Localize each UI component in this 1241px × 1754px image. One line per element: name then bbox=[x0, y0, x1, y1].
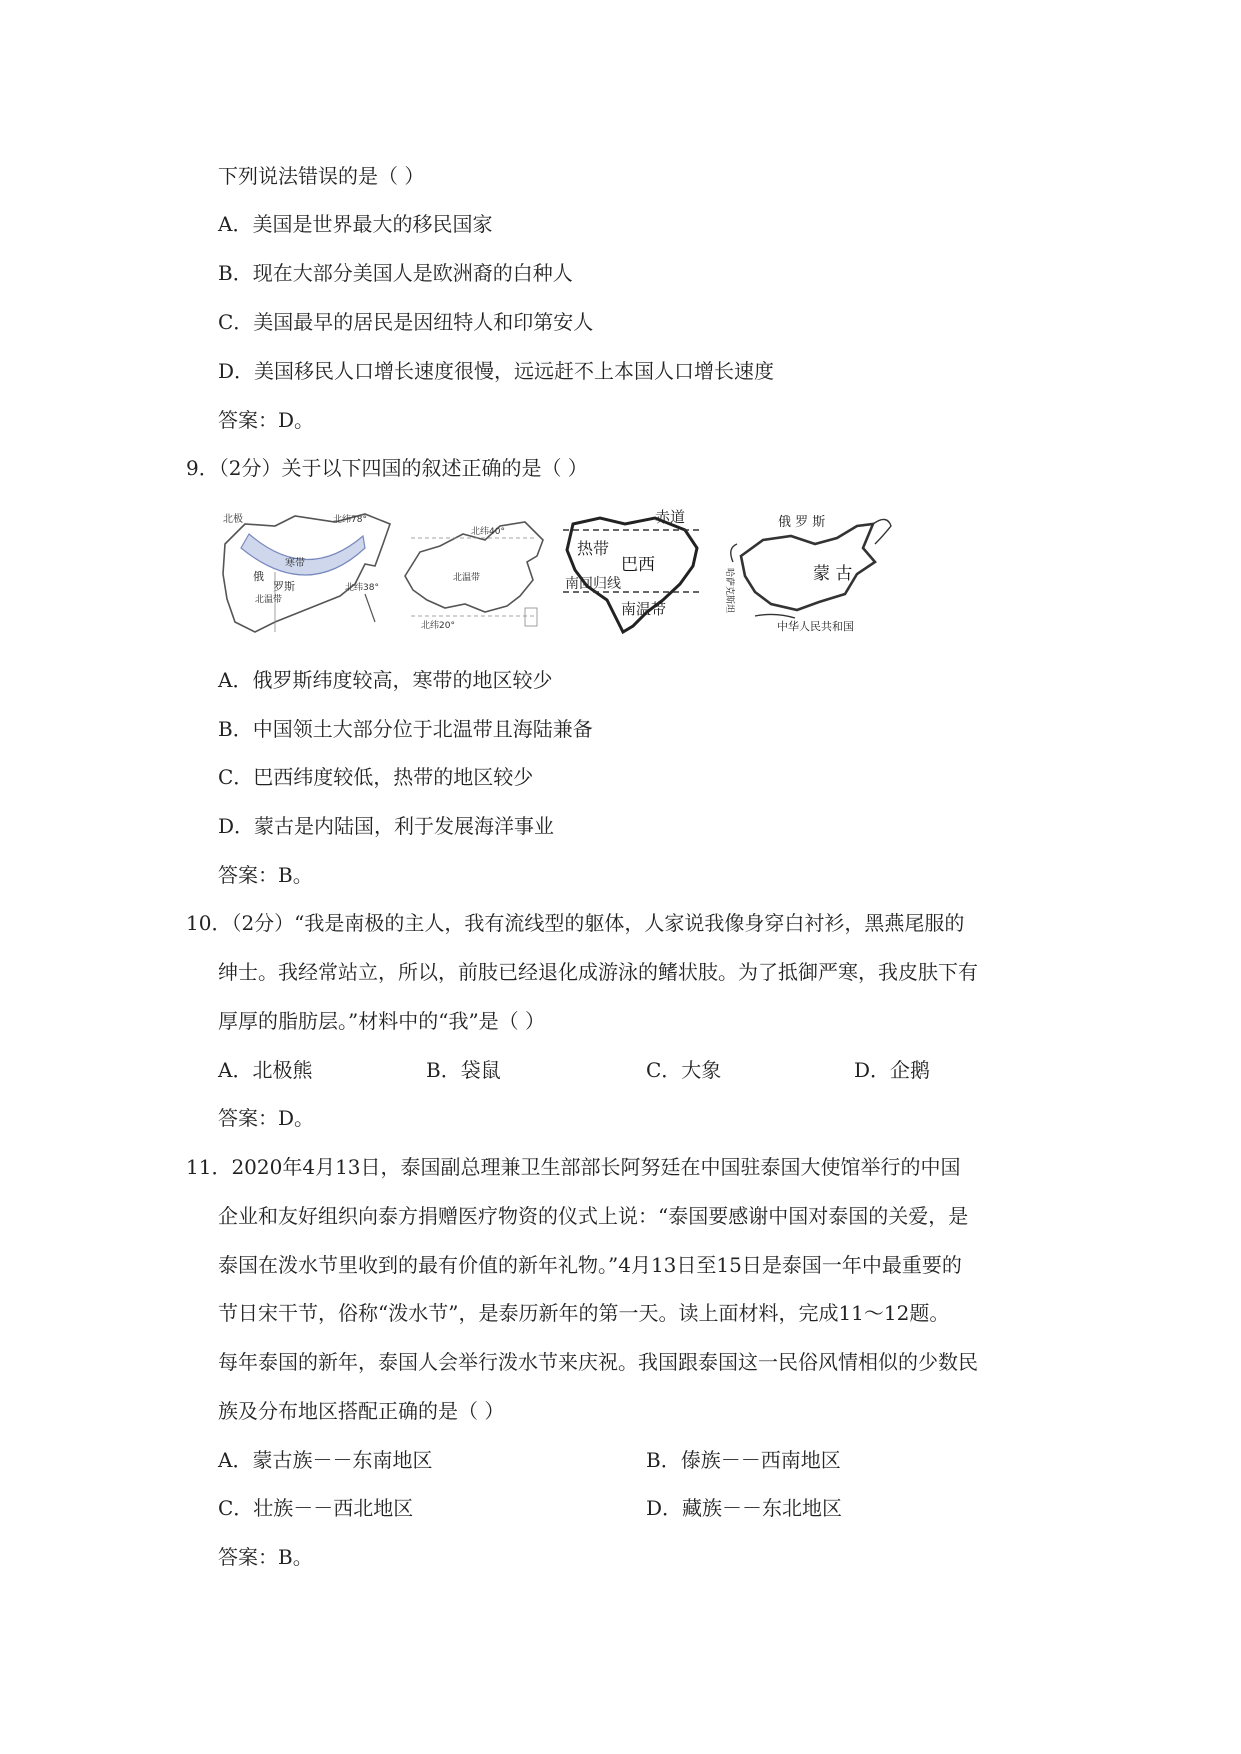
q11-option-d: D．藏族－－东北地区 bbox=[646, 1496, 843, 1520]
q10-option-d: D．企鹅 bbox=[854, 1058, 931, 1082]
q8-option-b: B．现在大部分美国人是欧洲裔的白种人 bbox=[218, 261, 573, 285]
brazil-map bbox=[563, 508, 701, 632]
brazil-tropic-label: 热带 bbox=[577, 539, 610, 558]
q11-stem-line2: 企业和友好组织向泰方捐赠医疗物资的仪式上说：“泰国要感谢中国对泰国的关爱，是 bbox=[218, 1204, 969, 1228]
q8-option-a: A．美国是世界最大的移民国家 bbox=[218, 212, 493, 236]
four-country-maps bbox=[215, 504, 1015, 644]
q11-stem-line6: 族及分布地区搭配正确的是（ ） bbox=[218, 1399, 505, 1423]
china-map bbox=[405, 522, 543, 631]
q11-stem-line3: 泰国在泼水节里收到的最有价值的新年礼物。”4月13日至15日是泰国一年中最重要的 bbox=[218, 1253, 962, 1277]
mongolia-west-label: 哈萨克斯坦 bbox=[724, 568, 734, 614]
q10-answer: 答案：D。 bbox=[218, 1106, 315, 1130]
russia-zone2: 北温带 bbox=[255, 595, 283, 605]
q11-option-c: C．壮族－－西北地区 bbox=[218, 1496, 414, 1520]
q9-answer: 答案：B。 bbox=[218, 863, 313, 887]
q9-stem: 9．（2分）关于以下四国的叙述正确的是（ ） bbox=[186, 456, 588, 480]
mongolia-name-label: 蒙 古 bbox=[813, 564, 853, 584]
china-lat2: 北纬20° bbox=[421, 621, 455, 631]
brazil-name-label: 巴西 bbox=[621, 555, 655, 575]
q10-stem-line2: 绅士。我经常站立，所以，前肢已经退化成游泳的鳍状肢。为了抵御严寒，我皮肤下有 bbox=[218, 960, 978, 984]
q11-stem-line1: 11．2020年4月13日，泰国副总理兼卫生部部长阿努廷在中国驻泰国大使馆举行的中国 bbox=[186, 1155, 961, 1179]
q9-option-a: A．俄罗斯纬度较高，寒带的地区较少 bbox=[218, 668, 553, 692]
q10-stem-line1: 10．（2分）“我是南极的主人，我有流线型的躯体，人家说我像身穿白衬衫，黑燕尾服的 bbox=[186, 911, 965, 935]
q10-option-b: B．袋鼠 bbox=[426, 1058, 501, 1082]
brazil-equator-label: 赤道 bbox=[655, 508, 686, 526]
q9-option-c: C．巴西纬度较低，热带的地区较少 bbox=[218, 765, 534, 789]
q8-stem: 下列说法错误的是（ ） bbox=[218, 164, 425, 188]
q8-option-c: C．美国最早的居民是因纽特人和印第安人 bbox=[218, 310, 594, 334]
russia-lat2: 北纬38° bbox=[345, 583, 379, 593]
mongolia-north-label: 俄 罗 斯 bbox=[778, 515, 826, 530]
mongolia-map bbox=[724, 515, 891, 633]
russia-north-label: 北极 bbox=[223, 514, 243, 525]
q11-option-a: A．蒙古族－－东南地区 bbox=[218, 1448, 433, 1472]
russia-map bbox=[223, 512, 390, 632]
russia-zone1: 寒带 bbox=[285, 558, 305, 569]
brazil-south-label: 南温带 bbox=[621, 600, 667, 618]
q11-stem-line4: 节日宋干节，俗称“泼水节”，是泰历新年的第一天。读上面材料，完成11～12题。 bbox=[218, 1301, 950, 1325]
china-lat1: 北纬40° bbox=[471, 527, 505, 537]
q9-option-b: B．中国领土大部分位于北温带且海陆兼备 bbox=[218, 717, 593, 741]
q11-stem-line5: 每年泰国的新年，泰国人会举行泼水节来庆祝。我国跟泰国这一民俗风情相似的少数民 bbox=[218, 1350, 978, 1374]
q11-option-b: B．傣族－－西南地区 bbox=[646, 1448, 841, 1472]
q8-answer: 答案：D。 bbox=[218, 408, 315, 432]
q10-stem-line3: 厚厚的脂肪层。”材料中的“我”是（ ） bbox=[218, 1009, 546, 1033]
q8-option-d: D．美国移民人口增长速度很慢，远远赶不上本国人口增长速度 bbox=[218, 359, 775, 383]
q11-answer: 答案：B。 bbox=[218, 1545, 313, 1569]
russia-lat1: 北纬78° bbox=[333, 515, 367, 525]
mongolia-south-label: 中华人民共和国 bbox=[777, 620, 854, 633]
china-zone: 北温带 bbox=[453, 573, 481, 583]
q10-option-c: C．大象 bbox=[646, 1058, 722, 1082]
russia-name2: 罗斯 bbox=[273, 580, 295, 593]
russia-name1: 俄 bbox=[253, 570, 264, 583]
q9-option-d: D．蒙古是内陆国，利于发展海洋事业 bbox=[218, 814, 555, 838]
brazil-capricorn-label: 南回归线 bbox=[565, 576, 621, 592]
q10-option-a: A．北极熊 bbox=[218, 1058, 313, 1082]
